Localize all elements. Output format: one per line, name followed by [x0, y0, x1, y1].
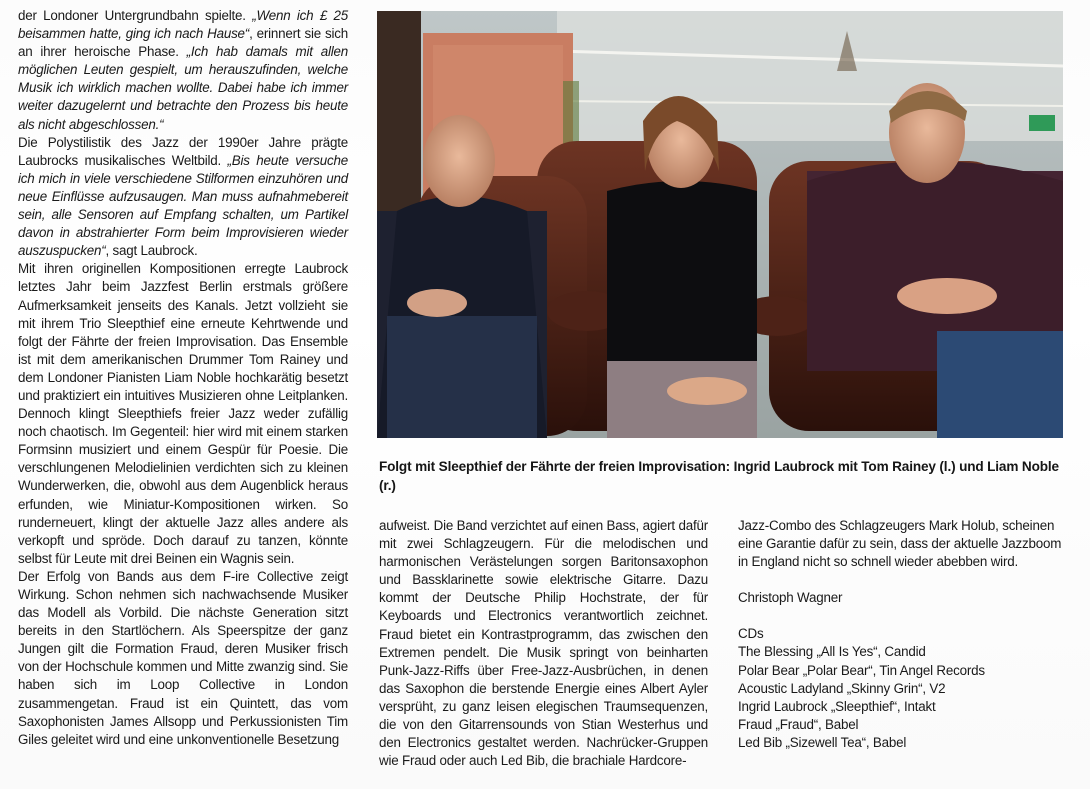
- paragraph-1: [18, 7, 348, 134]
- paragraph-1-mid: , erinnert sie sich an ihrer heroische Phase.: [18, 26, 348, 60]
- paragraph-1-text: der Londoner Untergrundbahn spielte.: [18, 8, 253, 23]
- cds-heading: CDs: [738, 626, 764, 642]
- cd-item: Polar Bear „Polar Bear“, Tin Angel Records: [738, 662, 985, 678]
- article-column-1: [18, 7, 348, 749]
- spacer: [738, 607, 1068, 625]
- quote-3: „Bis heute versuche ich mich in viele verschiedene Stilformen einzuhören und neue Einflüsse aufzusaugen. Man muss aufnahmebereit sein, alle Sensoren auf Empfang schalten, um Partikel davon in abstrahierter Form beim Improvisieren wieder auszuspucken“: [18, 152, 349, 259]
- cd-item: Fraud „Fraud“, Babel: [738, 716, 859, 732]
- cd-item: Ingrid Laubrock „Sleepthief“, Intakt: [738, 698, 936, 714]
- cd-item: The Blessing „All Is Yes“, Candid: [738, 644, 926, 660]
- photo-caption: Folgt mit Sleepthief der Fährte der freien Improvisation: Ingrid Laubrock mit Tom Rainey (l.) und Liam Noble (r.): [379, 459, 1059, 493]
- paragraph-2-end: , sagt Laubrock.: [105, 243, 198, 259]
- author-name: Christoph Wagner: [738, 590, 843, 606]
- spacer: [738, 571, 1068, 589]
- paragraph-3: Mit ihren originellen Kompositionen erregte Laubrock letztes Jahr beim Jazzfest Berlin erstmals größere Aufmerksamkeit jenseits des Kanals. Jetzt vollzieht sie mit ihrem Trio Sleepthief eine erneute Kehrtwende und folgt der Fährte der freien Improvisation. Das Ensemble ist mit dem amerikanischen Drummer Tom Rainey und dem Londoner Pianisten Liam Noble hochkarätig besetzt und praktiziert ein intuitives Musizieren ohne Leitplanken. Dennoch klingt Sleepthiefs freier Jazz weder zufällig noch chaotisch. Im Gegenteil: hier wird mit einem starken Formsinn musiziert und einem Gespür für Poesie. Die verschlungenen Melodielinien verdichten sich zu kleinen Wunderwerken, die, obwohl aus dem Augenblick heraus erfunden, wie Miniatur-Kompositionen wirken. So runderneuert, klingt der aktuelle Jazz alles andere als verkopft und spröde. Doch darauf zu tanzen, könnte selbst für Leute mit drei Beinen ein Wagnis sein.: [18, 261, 348, 566]
- article-column-3: [738, 517, 1068, 752]
- band-photo-illustration: [377, 11, 1063, 438]
- column-2-text: aufweist. Die Band verzichtet auf einen Bass, agiert dafür mit zwei Schlagzeugern. Für die melodischen und harmonischen Verästelungen sorgen Baritonsaxophon und Bassklarinette sowie elektrische Gitarre. Dazu kommt der Deutsche Philip Hochstrate, der für Keyboards und Electronics verantwortlich zeichnet. Fraud bietet ein Kontrastprogramm, das zwischen den Extremen pendelt. Die Musik springt von beinharten Punk-Jazz-Riffs über Free-Jazz-Ausbrüchen, in denen das Saxophon die berstende Energie eines Albert Ayler versprüht, zu ganz leisen elegischen Traumsequenzen, die von den Gitarrensounds von Stian Westerhus und den Electronics gestaltet werden. Nachrücker-Gruppen wie Fraud oder auch Led Bib, die brachiale Hardcore-: [379, 518, 708, 769]
- article-column-2: [379, 517, 708, 770]
- paragraph-2: [18, 134, 348, 261]
- quote-2: „Ich hab damals mit allen möglichen Leuten gespielt, um herauszufinden, welche Musik ich wirklich machen wollte. Dabei habe ich immer weiter dazugelernt und betrachte den Prozess bis heute als nicht abgeschlossen.“: [18, 44, 348, 132]
- quote-1: „Wenn ich £ 25 beisammen hatte, ging ich nach Hause“: [18, 8, 348, 42]
- column-3-text: Jazz-Combo des Schlagzeugers Mark Holub, scheinen eine Garantie dafür zu sein, dass der aktuelle Jazzboom in England nicht so schnell wieder abebben wird.: [738, 518, 1062, 570]
- paragraph-2-text: Die Polystilistik des Jazz der 1990er Jahre prägte Laubrocks musikalisches Weltbild.: [18, 134, 348, 168]
- cd-item: Acoustic Ladyland „Skinny Grin“, V2: [738, 680, 946, 696]
- cd-item: Led Bib „Sizewell Tea“, Babel: [738, 734, 907, 750]
- band-photo: [377, 11, 1063, 438]
- paragraph-4: Der Erfolg von Bands aus dem F-ire Collective zeigt Wirkung. Schon nehmen sich nachwachsende Musiker das Modell als Vorbild. Die nächste Generation sitzt bereits in den Startlöchern. Als Speerspitze der ganz Jungen gilt die Formation Fraud, deren Musiker frisch von der Hochschule kommen und Mitte zwanzig sind. Sie haben sich im Loop Collective in London zusammengetan. Fraud ist ein Quintett, das vom Saxophonisten James Allsopp und Perkussionisten Tim Giles geleitet wird und eine unkonventionelle Besetzung: [18, 568, 348, 747]
